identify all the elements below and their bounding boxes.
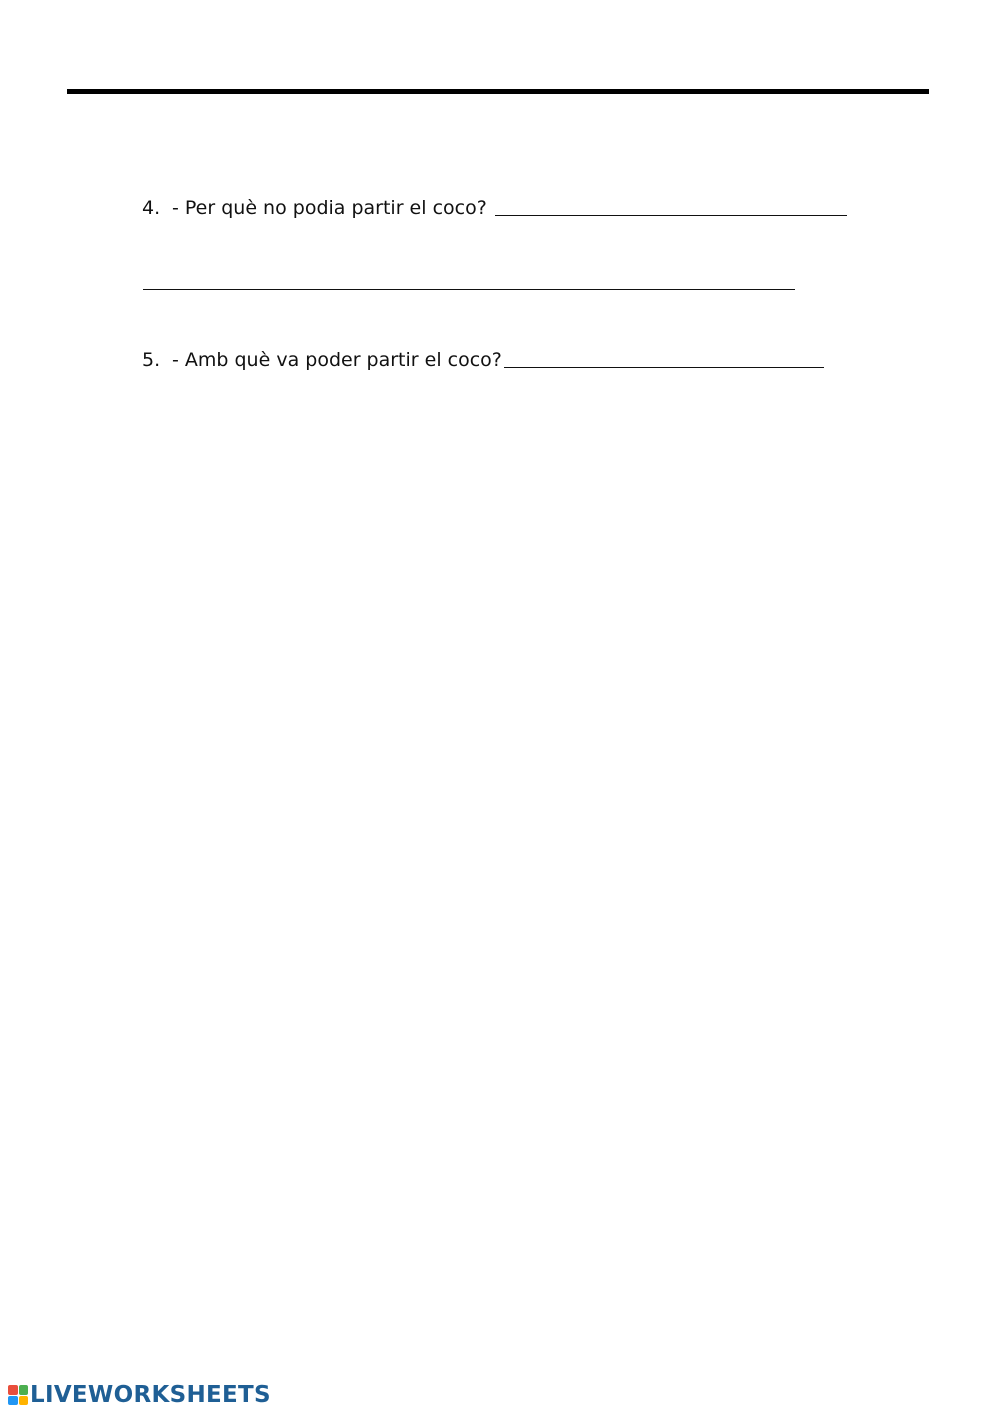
answer-line[interactable] [495,197,847,216]
liveworksheets-brand[interactable] [8,1381,271,1409]
question-5 [142,347,824,372]
question-number: 4. [142,197,161,219]
logo-square-blue [8,1396,18,1406]
liveworksheets-logo-icon [8,1385,28,1405]
question-text: - Amb què va poder partir el coco? [172,349,502,371]
question-text: - Per què no podia partir el coco? [172,197,487,219]
brand-wordmark: LIVEWORKSHEETS [30,1382,271,1408]
logo-square-yellow [19,1396,29,1406]
top-divider-rule [67,89,929,94]
question-4 [142,195,847,220]
logo-square-red [8,1385,18,1395]
answer-line[interactable] [504,349,824,368]
logo-square-green [19,1385,29,1395]
question-number: 5. [142,349,161,371]
answer-line-continuation[interactable] [143,289,795,290]
